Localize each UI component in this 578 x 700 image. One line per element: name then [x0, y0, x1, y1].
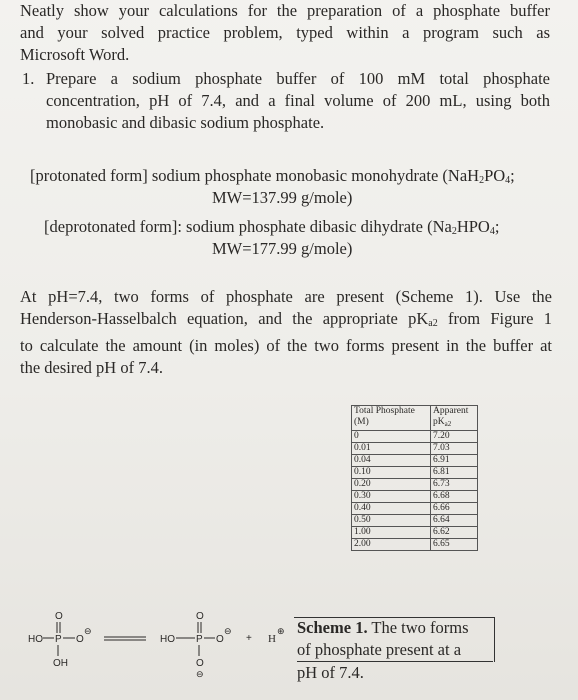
pka-table-row	[352, 539, 478, 551]
apparent-pka-cell: 6.66	[431, 503, 478, 515]
equilibrium-arrow	[104, 637, 146, 640]
proton-charge: ⊕	[277, 626, 285, 636]
pka-table-row	[352, 515, 478, 527]
pka-table	[351, 405, 478, 551]
scheme-label: Scheme 1.	[297, 618, 368, 637]
instructions-line-4: the desired pH of 7.4.	[20, 358, 163, 377]
right-charge-top: ⊖	[224, 626, 232, 636]
pka-table-row	[352, 503, 478, 515]
left-o-top: O	[55, 611, 63, 622]
total-phosphate-cell: 0.50	[352, 515, 431, 527]
question-line-1: Prepare a sodium phosphate buffer of 100 mM total phosphate	[46, 69, 550, 88]
question-line-2: concentration, pH of 7.4, and a final volume of 200 mL, using both	[46, 91, 550, 110]
right-ho: HO	[160, 634, 175, 645]
intro-line-3: Microsoft Word.	[20, 45, 130, 64]
deprotonated-line: [deprotonated form]: sodium phosphate dibasic dihydrate ($Na_2HPO_4$;	[44, 217, 500, 237]
pka-table-row	[352, 455, 478, 467]
protonated-mw: MW=137.99 g/mole)	[212, 188, 353, 207]
instructions-line-1: At pH=7.4, two forms of phosphate are present (Scheme 1). Use the	[20, 287, 552, 306]
right-p: P	[196, 634, 203, 645]
scheme-caption: Scheme 1. The two forms of phosphate present at a pH of 7.4.	[297, 617, 493, 684]
pka-table-row	[352, 491, 478, 503]
apparent-pka-cell: 7.03	[431, 443, 478, 455]
total-phosphate-cell: 0.04	[352, 455, 431, 467]
apparent-pka-cell: 6.65	[431, 539, 478, 551]
total-phosphate-cell: 0.01	[352, 443, 431, 455]
total-phosphate-cell: 0.40	[352, 503, 431, 515]
instructions-line-3: to calculate the amount (in moles) of the two forms present in the buffer at	[20, 336, 552, 355]
monobasic-structure	[28, 611, 92, 669]
header-total-phosphate: Total Phosphate (M)	[352, 406, 431, 431]
right-charge-bottom: ⊖	[196, 669, 204, 679]
intro-line-1: Neatly show your calculations for the preparation of a phosphate buffer	[20, 1, 550, 20]
total-phosphate-cell: 0.20	[352, 479, 431, 491]
dibasic-structure	[160, 611, 232, 679]
right-o-minus: O	[216, 634, 224, 645]
apparent-pka-cell: 6.91	[431, 455, 478, 467]
pka-table-body	[352, 431, 478, 551]
right-o-bottom: O	[196, 658, 204, 669]
pka-table-row	[352, 431, 478, 443]
total-phosphate-cell: 0.30	[352, 491, 431, 503]
question-text	[46, 68, 550, 134]
header-apparent-pka: Apparent $pK_{a2}$	[431, 406, 478, 431]
total-phosphate-cell: 0	[352, 431, 431, 443]
total-phosphate-cell: 0.10	[352, 467, 431, 479]
apparent-pka-cell: 6.64	[431, 515, 478, 527]
apparent-pka-cell: 6.81	[431, 467, 478, 479]
left-charge: ⊖	[84, 626, 92, 636]
apparent-pka-cell: 6.68	[431, 491, 478, 503]
apparent-pka-cell: 7.20	[431, 431, 478, 443]
pka-table-row	[352, 467, 478, 479]
left-oh: OH	[53, 658, 68, 669]
protonated-line: [protonated form] sodium phosphate monobasic monohydrate ($NaH_2PO_4$;	[30, 166, 515, 186]
pka-table-row	[352, 479, 478, 491]
question-line-3: monobasic and dibasic sodium phosphate.	[46, 113, 325, 132]
pka-table-row	[352, 443, 478, 455]
intro-line-2: and your solved practice problem, typed within a program such as	[20, 23, 550, 42]
phosphate-scheme-structures	[0, 600, 300, 700]
instructions-paragraph	[20, 286, 552, 379]
left-p: P	[55, 634, 62, 645]
total-phosphate-cell: 2.00	[352, 539, 431, 551]
right-o-top: O	[196, 611, 204, 622]
scheme-line-3: pH of 7.4.	[297, 663, 364, 682]
plus-sign: +	[246, 633, 252, 644]
question-number: 1.	[22, 69, 35, 88]
deprotonated-mw: MW=177.99 g/mole)	[212, 239, 353, 258]
pka-table-header	[352, 406, 478, 431]
intro-paragraph	[20, 0, 550, 66]
instructions-line-2: Henderson-Hasselbalch equation, and the appropriate $pK_{a2}$ from Figure 1	[20, 309, 552, 329]
left-o-minus: O	[76, 634, 84, 645]
scheme-line-2: of phosphate present at a	[297, 639, 493, 662]
apparent-pka-cell: 6.73	[431, 479, 478, 491]
left-ho: HO	[28, 634, 43, 645]
total-phosphate-cell: 1.00	[352, 527, 431, 539]
apparent-pka-cell: 6.62	[431, 527, 478, 539]
proton-h: H	[268, 633, 276, 645]
pka-table-row	[352, 527, 478, 539]
